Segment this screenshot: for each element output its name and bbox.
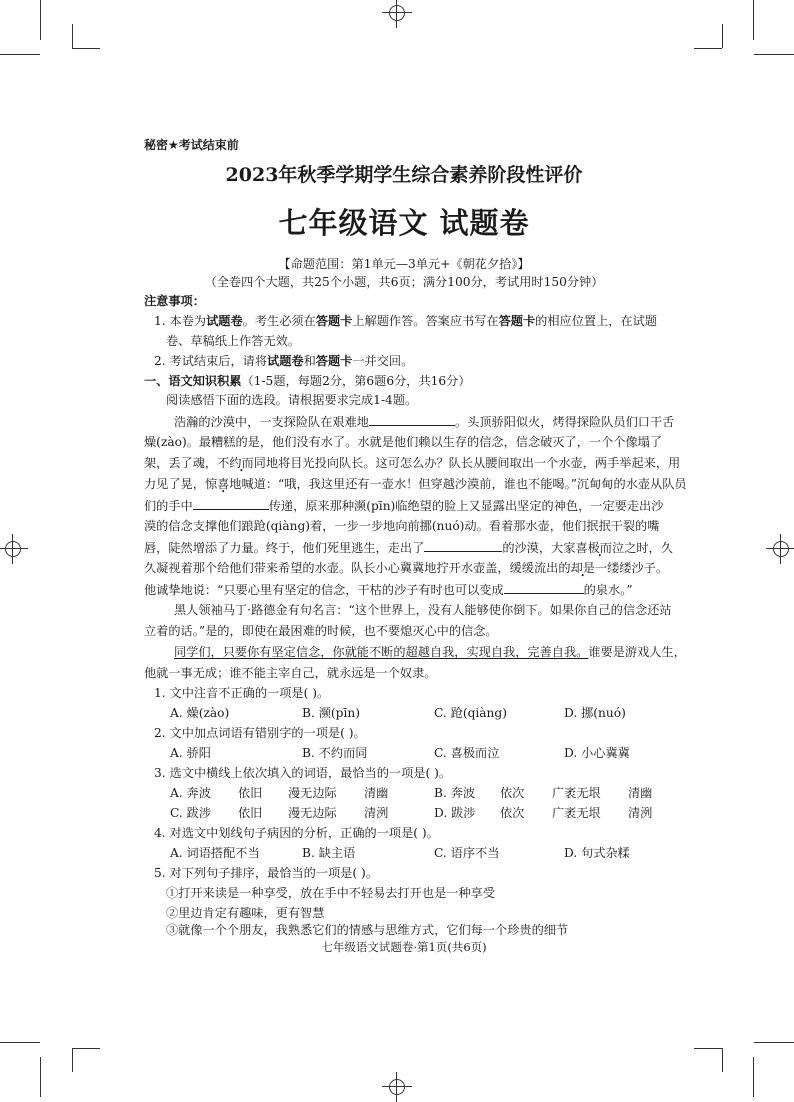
underlined-sentence: 同学们，只要你有坚定信念，你就能不断的超越自我，实现自我，完善自我。 xyxy=(174,645,589,659)
notice-heading: 注意事项： xyxy=(144,294,205,308)
question-3-option-text: 漫无边际 xyxy=(288,786,337,800)
answer-blank[interactable] xyxy=(369,413,455,426)
question-4-option-d[interactable]: D. 句式杂糅 xyxy=(564,846,630,860)
question-5-item: ①打开来读是一种享受，放在手中不轻易去打开也是一种享受 xyxy=(166,886,496,900)
question-1-option-c[interactable]: C. 跄(qiàng) xyxy=(434,706,507,720)
question-2-option-a[interactable]: A. 骄阳 xyxy=(170,746,211,760)
question-3-option-d[interactable]: D. 跋涉 xyxy=(434,806,476,820)
passage-line: 黑人领袖马丁·路德金有句名言：“这个世界上，没有人能够使你倒下。如果你自己的信念还站 xyxy=(174,603,672,617)
question-2-option-c[interactable]: C. 喜极而泣 xyxy=(434,746,500,760)
notice-item-1-cont: 卷、草稿纸上作答无效。 xyxy=(166,334,301,348)
registration-mark-bottom xyxy=(388,1078,406,1096)
question-3-option-text: 清洌 xyxy=(364,806,389,820)
question-1-stem: 1. 文中注音不正确的一项是( )。 xyxy=(154,686,330,700)
passage-line: 久凝视着那个给他们带来希望的水壶。队长小心冀冀地拧开水壶盖，缓缓流出的却是一缕缕沙子。 xyxy=(144,561,669,575)
question-3-option-text: 漫无边际 xyxy=(288,806,337,820)
question-3-option-text: 依旧 xyxy=(238,786,263,800)
question-2-stem: 2. 文中加点词语有错别字的一项是( )。 xyxy=(154,726,366,740)
question-3-option-c[interactable]: C. 跋涉 xyxy=(170,806,212,820)
question-5-stem: 5. 对下列句子排序，最恰当的一项是( )。 xyxy=(154,866,378,880)
question-5-item: ③就像一个个朋友，我熟悉它们的情感与思维方式，它们每一个珍贵的细节 xyxy=(166,923,569,937)
question-4-option-c[interactable]: C. 语序不当 xyxy=(434,846,500,860)
exam-info: （全卷四个大题，共25个小题，共6页；满分100分，考试用时150分钟） xyxy=(204,275,604,289)
question-3-option-text: 依次 xyxy=(500,786,525,800)
registration-mark-top xyxy=(388,4,406,22)
exam-title: 2023年秋季学期学生综合素养阶段性评价 xyxy=(225,164,583,186)
question-2-option-d[interactable]: D. 小心冀冀 xyxy=(564,746,630,760)
question-3-option-b[interactable]: B. 奔波 xyxy=(434,786,476,800)
question-3-option-text: 清洌 xyxy=(628,806,653,820)
question-3-option-a[interactable]: A. 奔波 xyxy=(170,786,211,800)
answer-blank[interactable] xyxy=(504,581,584,594)
notice-item-2: 2. 考试结束后，请将试题卷和答题卡一并交回。 xyxy=(154,354,414,368)
question-2-option-b[interactable]: B. 不约而同 xyxy=(302,746,368,760)
passage-line: 们的手中 传递，原来那种濒(pīn)临绝望的脸上又显露出坚定的神色，一定要走出沙 xyxy=(144,499,664,513)
question-3-option-text: 广袤无垠 xyxy=(552,806,601,820)
question-1-option-b[interactable]: B. 濒(pīn) xyxy=(302,706,360,720)
question-3-option-text: 依旧 xyxy=(238,806,263,820)
question-3-option-text: 清幽 xyxy=(364,786,389,800)
passage-line: 力见了晃，惊喜地喊道：“哦，我这里还有一壶水！但穿越沙漠前，谁也不能喝。”沉甸甸的水壶从队员 xyxy=(144,477,687,491)
question-4-option-b[interactable]: B. 缺主语 xyxy=(302,846,356,860)
question-1-option-a[interactable]: A. 燥(zào) xyxy=(170,706,230,720)
answer-blank[interactable] xyxy=(424,539,502,552)
question-3-option-text: 依次 xyxy=(500,806,525,820)
passage-line: 他就一事无成；谁不能主宰自己，就永远是一个奴隶。 xyxy=(144,666,437,680)
passage-line: 架，丢了魂，不约而同地将目光投向队长。这可怎么办？队长从腰间取出一个水壶，两手举起来，用 xyxy=(144,456,681,470)
question-5-item: ②里边肯定有趣味，更有智慧 xyxy=(166,906,325,920)
page-footer: 七年级语文试题卷·第1页(共6页) xyxy=(321,940,487,954)
exam-scope: 【命题范围：第1单元—3单元+《朝花夕拾》】 xyxy=(278,257,530,271)
question-3-stem: 3. 选文中横线上依次填入的词语，最恰当的一项是( )。 xyxy=(154,766,452,780)
secret-label: 秘密★考试结束前 xyxy=(144,138,239,152)
question-3-option-text: 清幽 xyxy=(628,786,653,800)
passage-line: 同学们，只要你有坚定信念，你就能不断的超越自我，实现自我，完善自我。谁要是游戏人生， xyxy=(174,645,686,659)
registration-mark-left xyxy=(4,540,22,558)
passage-line: 燥(zào)。最糟糕的是，他们没有水了。水就是他们赖以生存的信念，信念破灭了，一个个像塌了 xyxy=(144,435,663,449)
passage-line: 浩瀚的沙漠中，一支探险队在艰难地 。头顶骄阳似火，烤得探险队员们口干舌 xyxy=(174,415,675,429)
passage-line: 立着的话。”是的，即使在最困难的时候，也不要熄灭心中的信念。 xyxy=(144,624,498,638)
section-1-instruction: 阅读感悟下面的选段。请根据要求完成1-4题。 xyxy=(166,393,418,407)
exam-subtitle: 七年级语文 试题卷 xyxy=(278,206,530,240)
section-1-heading: 一、语文知识积累（1-5题，每题2分，第6题6分，共16分） xyxy=(144,374,471,388)
answer-blank[interactable] xyxy=(193,497,269,510)
registration-mark-right xyxy=(772,540,790,558)
passage-line: 他诚挚地说：“只要心里有坚定的信念，干枯的沙子有时也可以变成 的泉水。” xyxy=(144,583,633,597)
passage-line: 漠的信念支撑他们踉跄(qiàng)着，一步一步地向前挪(nuó)动。看着那水壶，他们抿抿干裂的嘴 xyxy=(144,519,660,533)
question-3-option-text: 广袤无垠 xyxy=(552,786,601,800)
question-4-option-a[interactable]: A. 词语搭配不当 xyxy=(170,846,260,860)
question-4-stem: 4. 对选文中划线句子病因的分析，正确的一项是( )。 xyxy=(154,826,439,840)
question-1-option-d[interactable]: D. 挪(nuó) xyxy=(564,706,626,720)
passage-line: 唇，陡然增添了力量。终于，他们死里逃生，走出了 的沙漠，大家喜极而泣之时，久 xyxy=(144,541,673,555)
notice-item-1: 1. 本卷为试题卷。考生必须在答题卡上解题作答。答案应书写在答题卡的相应位置上，在试题 xyxy=(154,314,658,328)
